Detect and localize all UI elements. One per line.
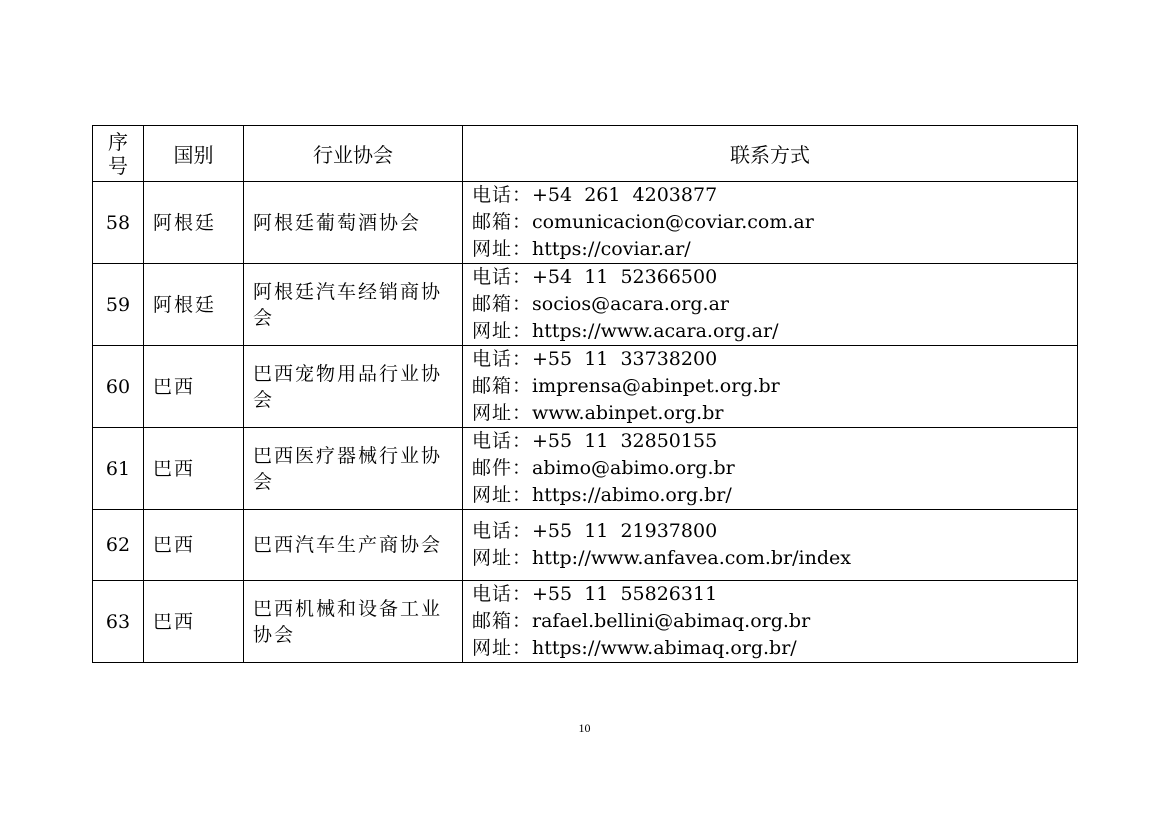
country-cell: 阿根廷 <box>144 264 244 346</box>
contact-value: www.abinpet.org.br <box>532 402 724 424</box>
contact-value: http://www.anfavea.com.br/index <box>532 547 851 569</box>
header-serial-number <box>93 126 144 182</box>
serial-number-cell: 60 <box>93 346 144 428</box>
contact-label: 网址： <box>472 547 533 569</box>
contact-cell <box>463 581 1078 663</box>
association-name-cell: 巴西机械和设备工业协会 <box>244 581 463 663</box>
table-row <box>93 581 1078 663</box>
contact-line <box>472 291 1077 318</box>
country-cell: 巴西 <box>144 581 244 663</box>
contact-label: 网址： <box>472 402 533 424</box>
table-row <box>93 182 1078 264</box>
serial-number-cell: 62 <box>93 510 144 581</box>
country-cell: 巴西 <box>144 510 244 581</box>
contact-line <box>472 455 1077 482</box>
contact-line <box>472 236 1077 263</box>
table-header-row <box>93 126 1078 182</box>
contact-label: 邮件： <box>472 457 533 479</box>
contact-line <box>472 482 1077 509</box>
contact-value: https://coviar.ar/ <box>532 238 691 260</box>
contact-value: +55 11 55826311 <box>532 583 718 605</box>
contact-line <box>472 209 1077 236</box>
contact-value: +55 11 33738200 <box>532 348 718 370</box>
contact-line <box>472 608 1077 635</box>
contact-value: https://www.abimaq.org.br/ <box>532 637 797 659</box>
country-cell: 巴西 <box>144 346 244 428</box>
contact-cell <box>463 346 1078 428</box>
contact-label: 网址： <box>472 484 533 506</box>
contact-cell <box>463 264 1078 346</box>
contact-line <box>472 264 1077 291</box>
contact-line <box>472 182 1077 209</box>
contact-line <box>472 346 1077 373</box>
contact-line <box>472 581 1077 608</box>
contact-value: imprensa@abinpet.org.br <box>532 375 780 397</box>
country-cell: 巴西 <box>144 428 244 510</box>
contact-line <box>472 635 1077 662</box>
contact-label: 电话： <box>472 348 533 370</box>
contact-value: +55 11 21937800 <box>532 520 718 542</box>
contact-label: 邮箱： <box>472 211 533 233</box>
header-serial-number-line-1: 序 号 <box>108 129 128 178</box>
contact-label: 邮箱： <box>472 293 533 315</box>
association-name-cell: 阿根廷葡萄酒协会 <box>244 182 463 264</box>
table-body <box>93 182 1078 663</box>
contact-value: https://www.acara.org.ar/ <box>532 320 779 342</box>
contact-line <box>472 428 1077 455</box>
contact-value: https://abimo.org.br/ <box>532 484 732 506</box>
contact-label: 电话： <box>472 520 533 542</box>
serial-number-cell: 63 <box>93 581 144 663</box>
contact-label: 网址： <box>472 637 533 659</box>
table-row <box>93 264 1078 346</box>
contact-value: abimo@abimo.org.br <box>532 457 735 479</box>
contact-line <box>472 518 1077 545</box>
contact-value: socios@acara.org.ar <box>532 293 729 315</box>
header-contact: 联系方式 <box>463 126 1078 182</box>
contact-label: 邮箱： <box>472 375 533 397</box>
contact-cell <box>463 510 1078 581</box>
contact-line <box>472 400 1077 427</box>
contact-label: 电话： <box>472 430 533 452</box>
contact-label: 邮箱： <box>472 610 533 632</box>
association-name-cell: 巴西宠物用品行业协会 <box>244 346 463 428</box>
serial-number-cell: 58 <box>93 182 144 264</box>
contact-value: +54 11 52366500 <box>532 266 718 288</box>
country-cell: 阿根廷 <box>144 182 244 264</box>
header-association: 行业协会 <box>244 126 463 182</box>
header-country: 国别 <box>144 126 244 182</box>
contact-line <box>472 545 1077 572</box>
contact-label: 电话： <box>472 583 533 605</box>
contact-label: 网址： <box>472 238 533 260</box>
contact-line <box>472 373 1077 400</box>
contact-value: comunicacion@coviar.com.ar <box>532 211 814 233</box>
contact-label: 电话： <box>472 266 533 288</box>
page-number: 10 <box>578 721 591 735</box>
table-row <box>93 428 1078 510</box>
table-row <box>93 510 1078 581</box>
contact-label: 网址： <box>472 320 533 342</box>
table-row <box>93 346 1078 428</box>
contact-value: +54 261 4203877 <box>532 184 718 206</box>
contact-value: rafael.bellini@abimaq.org.br <box>532 610 811 632</box>
serial-number-cell: 61 <box>93 428 144 510</box>
contact-value: +55 11 32850155 <box>532 430 718 452</box>
association-contact-table <box>92 125 1078 663</box>
association-name-cell: 巴西汽车生产商协会 <box>244 510 463 581</box>
contact-label: 电话： <box>472 184 533 206</box>
contact-cell <box>463 428 1078 510</box>
contact-line <box>472 318 1077 345</box>
serial-number-cell: 59 <box>93 264 144 346</box>
association-name-cell: 阿根廷汽车经销商协会 <box>244 264 463 346</box>
contact-cell <box>463 182 1078 264</box>
association-name-cell: 巴西医疗器械行业协会 <box>244 428 463 510</box>
